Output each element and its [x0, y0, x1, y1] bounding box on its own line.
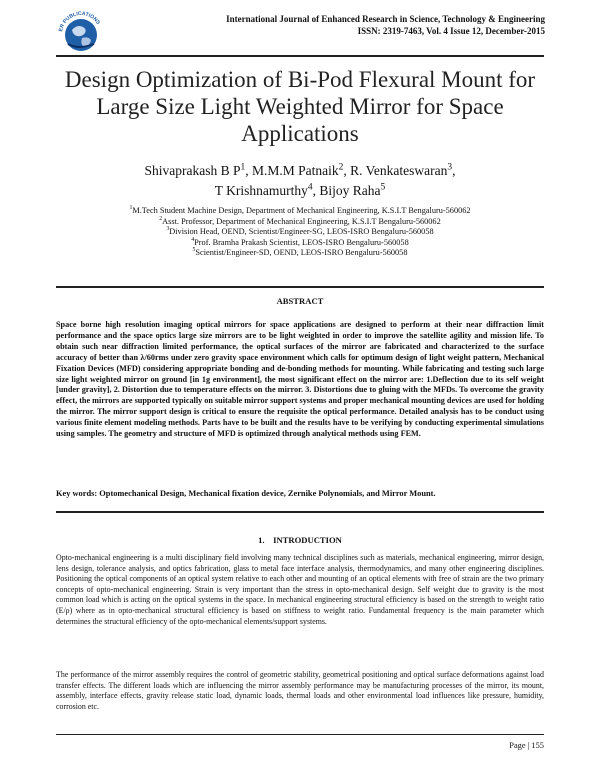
affiliation-sup: 1	[129, 205, 133, 212]
affiliation-text: Prof. Bramha Prakash Scientist, LEOS-ISRO Bengaluru-560058	[194, 237, 409, 247]
footer-rule	[56, 734, 544, 735]
affiliation	[40, 227, 560, 238]
author-list: Shivaprakash B $P^1$, M.M.M Patnaik$^2$, R. Venkateswaran$^3$, T Krishnamurthy$^4$, Bijoy Raha$^5$	[144, 162, 456, 198]
affiliation-sup: 4	[191, 236, 195, 243]
affiliation-sup: 5	[192, 247, 196, 254]
affiliation	[40, 217, 560, 228]
author-name: Shivaprakash B P	[144, 163, 241, 178]
author-name: T Krishnamurthy	[214, 183, 308, 198]
intro-paragraph-1: Opto-mechanical engineering is a multi disciplinary field involving many technical disciplines such as materials, mechanical engineering, mirror design, lens design, tolerance analysis, and optics fabrication, glass to metal face interface analysis, thermodynamics, and many other engineering disciplines. Positioning the optical components of an optical system relative to each other and mounting of an optical elements with free of strain are the two primary concepts of opto-mechanical engineering. Strain is very important than the stress in opto-mechanical design. Self weight due to gravity is the most common load which is acting on the optical systems in the space. In mechanical engineering structural efficiency is based on the strength to weight ratio (E/ρ) where as in opto-mechanical structural efficiency is based on stiffness to weight ratio. Fundamental frequency is the main parameter which determines the structural efficiency of the opto-mechanical elements/support systems.	[56, 553, 544, 626]
abstract-top-rule	[56, 286, 544, 288]
journal-issn: ISSN: 2319-7463, Vol. 4 Issue 12, December-2015	[357, 26, 545, 36]
affiliation-sup: 3	[166, 226, 170, 233]
affiliation	[40, 206, 560, 217]
abstract-text: Space borne high resolution imaging optical mirrors for space applications are designed to perform at their near diffraction limit performance and the space optics large size mirrors are to be light weighted in order to improve the satellite agility and mission life. To obtain such near diffraction limited performance, the optical surfaces of the mirror are fabricated and characterized to the surface accuracy of better than λ/60rms under zero gravity space environment which calls for optimum design of light weight pattern, Mechanical Fixation Devices (MFD) considering appropriate bonding and de-bonding methods for mounting. While fabricating and testing such large size light weighted mirror on ground [in 1g environment], the most significant effect on the mirror are: 1.Deflection due to its self weight [under gravity], 2. Distortion due to temperature effects on the mirror. 3. Distortions due to gluing with the MFDs. To overcome the gravity effect, the mirrors are supported typically on suitable mirror support systems and proper mechanical mounting devices are used for holding the mirror. The mirror support design is critical to ensure the requisite the optical performance. Detailed analysis has to be conduct using various finite element modeling methods. Parts have to be built and the results have to be verifying by conducting experimental simulations using samples. The geometry and structure of MFD is optimized through analytical methods using FEM.	[56, 320, 544, 439]
affiliation-text: Asst. Professor, Department of Mechanical Engineering, K.S.I.T Bengaluru-560062	[162, 216, 441, 226]
journal-name: International Journal of Enhanced Research in Science, Technology & Engineering	[226, 14, 545, 24]
author-name: Bijoy Raha	[319, 183, 381, 198]
page-number: Page | 155	[509, 741, 544, 750]
intro-paragraph-2: The performance of the mirror assembly requires the control of geometric stability, geometrical positioning and optical surface deformations against load transfer effects. The different loads which are influencing the mirror assembly performance may be manufacturing processes of the mirror, its mount, assembly, interface effects, gravity release static load, dynamic loads, thermal loads and other environmental load influences like pressure, humidity, corrosion etc.	[56, 670, 544, 711]
logo-text: ER PUBLICATIONS	[58, 10, 101, 33]
keywords-rule	[56, 511, 544, 513]
author-sup: 1	[240, 162, 246, 173]
author-name: R. Venkateswaran	[350, 163, 448, 178]
affiliation-sup: 2	[159, 215, 163, 222]
affiliation-text: M.Tech Student Machine Design, Department of Mechanical Engineering, K.S.I.T Bengaluru-560062	[132, 206, 471, 215]
author-sup: 4	[307, 182, 313, 193]
publisher-logo	[56, 8, 106, 58]
section-heading-introduction: 1. INTRODUCTION	[258, 535, 342, 545]
author-sup: 5	[380, 182, 386, 193]
affiliation-text: Scientist/Engineer-SD, OEND, LEOS-ISRO Bengaluru-560058	[195, 248, 408, 257]
affiliation-list	[40, 206, 560, 259]
affiliation-text: Division Head, OEND, Scientist/Engineer-SG, LEOS-ISRO Bengaluru-560058	[169, 227, 434, 236]
affiliation	[40, 248, 560, 259]
author-sup: 3	[447, 162, 453, 173]
header-rule	[56, 55, 544, 57]
journal-header	[226, 13, 545, 37]
affiliation	[40, 238, 560, 249]
paper-title: Design Optimization of Bi-Pod Flexural Mount for Large Size Light Weighted Mirror for Space Applications	[64, 67, 536, 146]
abstract-heading: ABSTRACT	[276, 296, 324, 306]
keywords: Key words: Optomechanical Design, Mechanical fixation device, Zernike Polynomials, and Mirror Mount.	[56, 489, 436, 498]
author-sup: 2	[338, 162, 344, 173]
author-name: M.M.M Patnaik	[252, 163, 339, 178]
